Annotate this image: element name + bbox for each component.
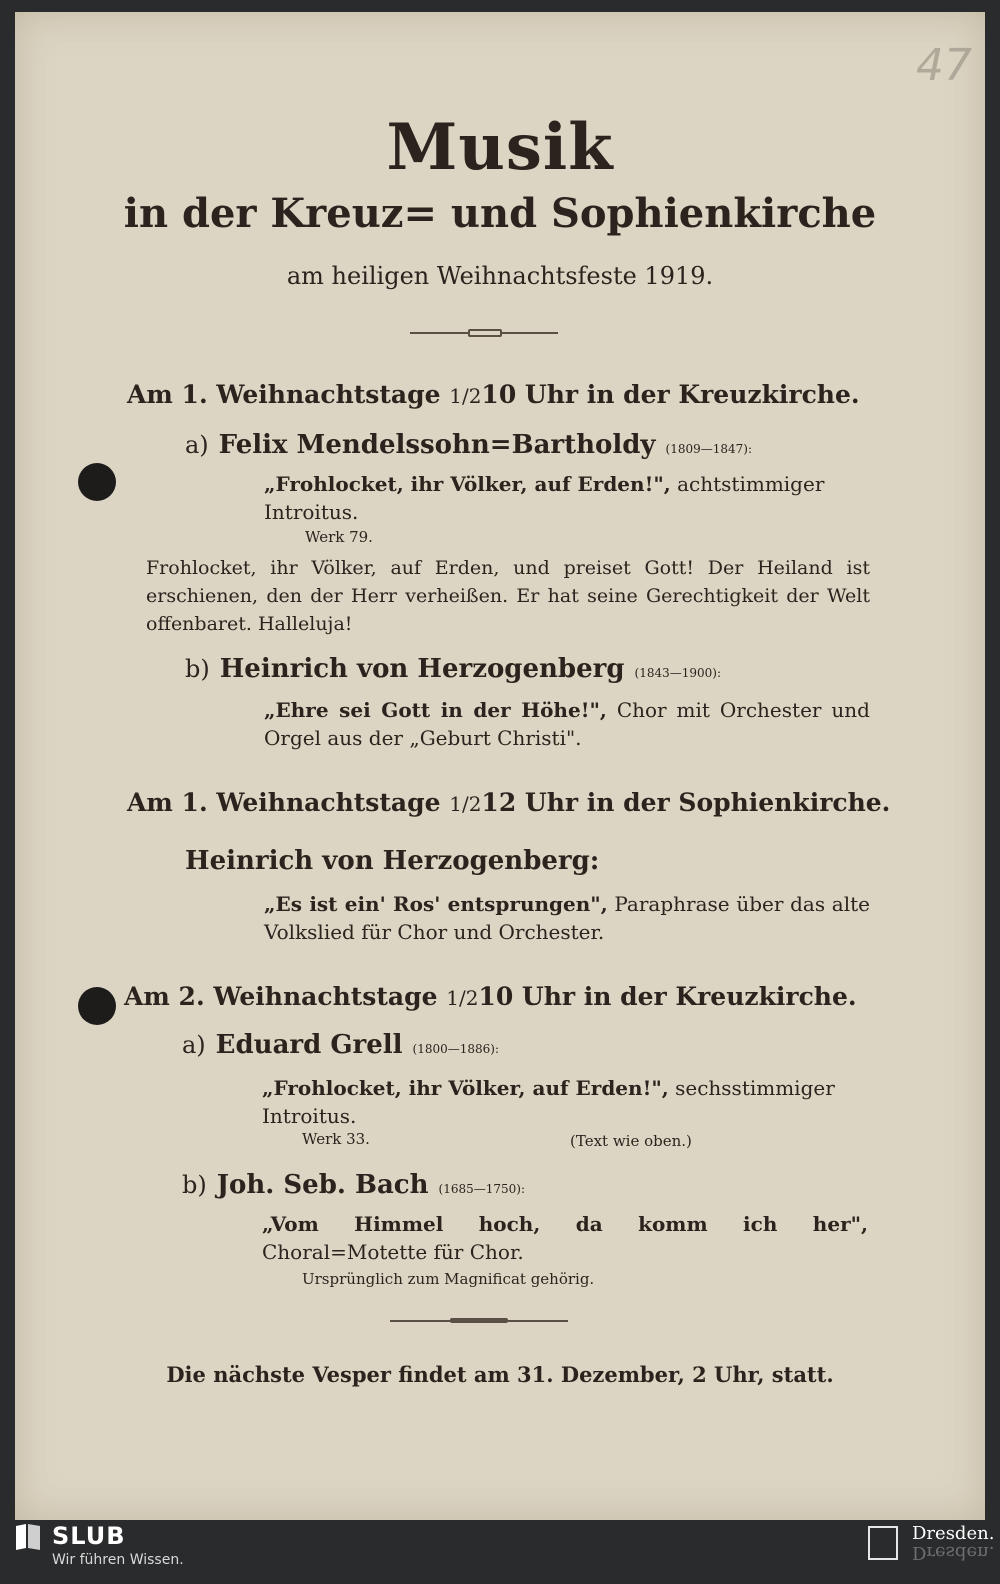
occasion-line: am heiligen Weihnachtsfeste 1919.	[286, 262, 714, 290]
program-item	[185, 846, 599, 876]
city-crest-icon	[868, 1526, 898, 1560]
lyrics-text: Frohlocket, ihr Völker, auf Erden, und preiset Gott! Der Heiland ist erschienen, den der Herr verheißen. Er hat seine Gerechtigkeit der Welt offenbaret. Halleluja!	[146, 557, 870, 635]
document-page	[15, 12, 985, 1520]
opus-number: Werk 79.	[305, 528, 373, 546]
ornament-center	[468, 329, 502, 337]
footer-announcement: Die nächste Vesper findet am 31. Dezember, 2 Uhr, statt.	[166, 1362, 834, 1387]
text-note: (Text wie oben.)	[570, 1132, 692, 1150]
work-title: „Es ist ein' Ros' entsprungen", Paraphrase über das alte Volkslied für Chor und Orchester.	[264, 892, 870, 944]
document-title: Musik	[386, 110, 614, 185]
book-icon[interactable]	[14, 1522, 42, 1552]
composer-name: Joh. Seb. Bach	[216, 1170, 429, 1200]
document-subtitle: in der Kreuz= und Sophienkirche	[123, 190, 877, 237]
city-logo-reflection: Dresden.	[912, 1542, 995, 1563]
archive-number: 47	[916, 40, 972, 91]
punch-hole	[78, 987, 116, 1025]
composer-name: Heinrich von Herzogenberg:	[185, 846, 600, 876]
program-item: b) Joh. Seb. Bach (1685—1750):	[182, 1170, 526, 1200]
slub-logo-text[interactable]: SLUB	[52, 1522, 126, 1550]
composer-name: Eduard Grell	[215, 1030, 403, 1060]
slub-tagline: Wir führen Wissen.	[52, 1552, 184, 1568]
section-heading: Am 1. Weihnachtstage 1/210 Uhr in der Kreuzkirche.	[127, 380, 860, 409]
work-title: „Ehre sei Gott in der Höhe!", Chor mit Orchester und Orgel aus der „Geburt Christi".	[264, 698, 870, 750]
punch-hole	[78, 463, 116, 501]
composer-name: Heinrich von Herzogenberg	[219, 654, 625, 684]
ornament-center	[450, 1318, 508, 1323]
opus-number: Werk 33.	[302, 1130, 370, 1148]
program-item: b) Heinrich von Herzogenberg (1843—1900):	[185, 654, 722, 684]
section-heading: Am 2. Weihnachtstage 1/210 Uhr in der Kreuzkirche.	[124, 982, 857, 1011]
work-note: Ursprünglich zum Magnificat gehörig.	[302, 1270, 595, 1288]
composer-name: Felix Mendelssohn=Bartholdy	[218, 430, 656, 460]
work-title: „Frohlocket, ihr Völker, auf Erden!", achtstimmiger Introitus.	[264, 472, 825, 524]
program-item: a) Eduard Grell (1800—1886):	[182, 1030, 500, 1060]
city-logo-text[interactable]: Dresden.	[912, 1523, 995, 1544]
section-heading: Am 1. Weihnachtstage 1/212 Uhr in der Sophienkirche.	[127, 788, 891, 817]
work-title: „Vom Himmel hoch, da komm ich her", Choral=Motette für Chor.	[262, 1212, 868, 1264]
program-item: a) Felix Mendelssohn=Bartholdy (1809—1847):	[185, 430, 753, 460]
work-title: „Frohlocket, ihr Völker, auf Erden!", sechsstimmiger Introitus.	[262, 1076, 835, 1128]
